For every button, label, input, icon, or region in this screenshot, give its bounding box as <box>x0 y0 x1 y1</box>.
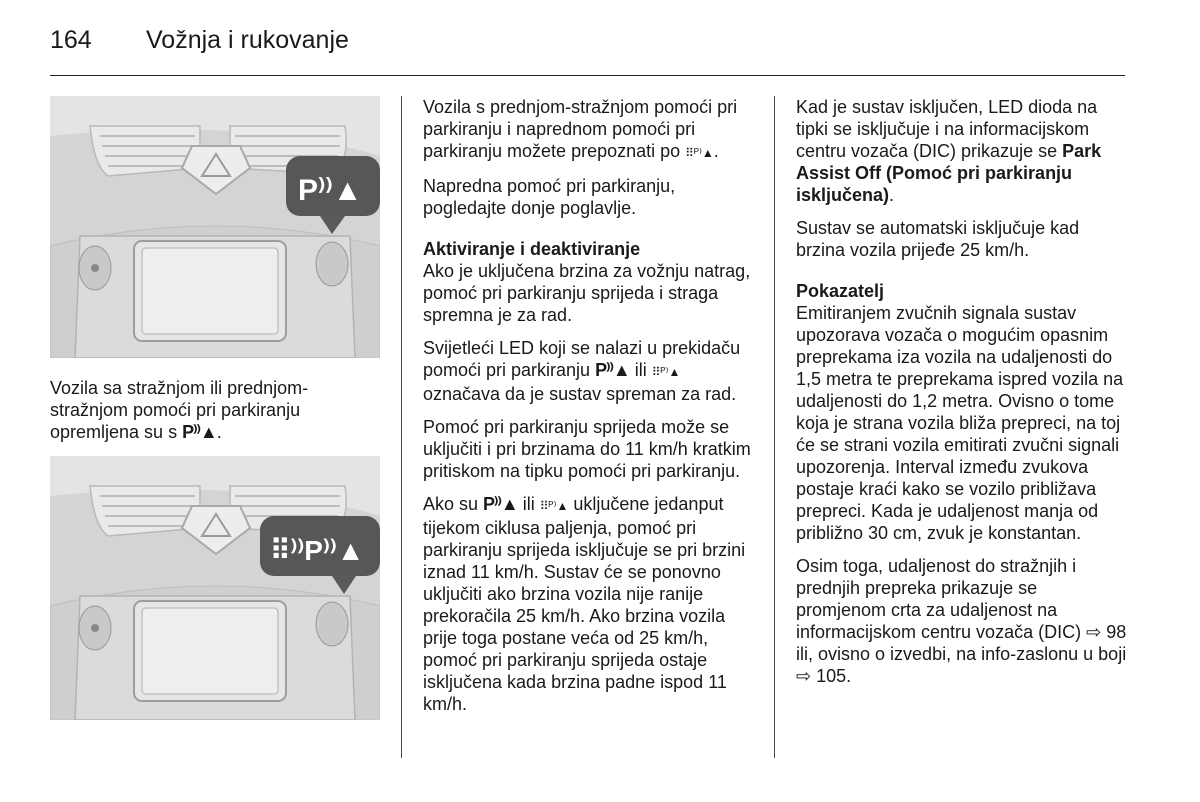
col2-p1-text: Vozila s prednjom-stražnjom pomoći pri parkiranju i naprednom pomoći pri parkiranju možete prepoznati po <box>423 97 738 161</box>
col2-p6b: ili <box>517 494 540 514</box>
col2-p6c: uključene jedanput tijekom ciklusa paljenja, pomoć pri parkiranju sprijeda isključuje se pri brzini iznad 11 km/h. Sustav će se ponovno uključiti ako brzina vozila nije ranije prekoračila 25 km/h. Ako brzina vozila prije toga postane veća od 25 km/h, pomoć pri parkiranju sprijeda ostaje isključena kada brzina padne ispod 11 km/h. <box>423 494 746 714</box>
col3-p4a: Osim toga, udaljenost do stražnjih i prednjih prepreka prikazuje se promjenom crta za udaljenost na informacijskom centru vozača (DIC) <box>796 556 1087 642</box>
fig2-callout-label: ⠿⁾⁾P⁾⁾▲ <box>270 535 365 566</box>
heading-indicator: Pokazatelj <box>796 281 885 301</box>
column-divider-1 <box>401 96 402 758</box>
col2-paragraph-4 <box>423 337 755 405</box>
park-rear-icon: P⁾⁾▲ <box>483 494 518 514</box>
col3-p1a: Kad je sustav isključen, LED dioda na tipki se isključuje i na informacijskom centru vozača (DIC) prikazuje se <box>796 97 1098 161</box>
arrow-right-icon: ⇨ <box>1086 622 1102 642</box>
park-front-icon: ⠿ᴾ⁾▲ <box>539 499 569 513</box>
caption-text: Vozila sa stražnjom ili prednjom-stražnjom pomoći pri parkiranju opremljena su s <box>50 378 309 442</box>
park-front-icon: ⠿ᴾ⁾▲ <box>651 365 681 379</box>
figure-dashboard-front-rear-park-button <box>50 456 380 720</box>
column-2 <box>423 96 755 726</box>
page-title: Vožnja i rukovanje <box>146 26 349 54</box>
dashboard-illustration-2 <box>50 456 380 720</box>
col3-p4b: ili, ovisno o izvedbi, na info-zaslonu u boji <box>796 644 1127 664</box>
col3-p1-end: . <box>889 185 895 205</box>
col2-p4c: označava da je sustav spreman za rad. <box>423 384 737 404</box>
page-ref-105[interactable]: 105 <box>816 666 847 686</box>
col2-p4a: Svijetleći LED koji se nalazi u prekidaču pomoći pri parkiranju <box>423 338 741 380</box>
page-ref-98[interactable]: 98 <box>1106 622 1127 642</box>
park-front-icon: ⠿ᴾ⁾▲ <box>685 146 714 160</box>
col3-paragraph-4 <box>796 555 1130 687</box>
fig1-callout-label: P⁾⁾▲ <box>298 174 363 207</box>
column-divider-2 <box>774 96 775 758</box>
figure-dashboard-rear-park-button <box>50 96 380 358</box>
col2-paragraph-5: Pomoć pri parkiranju sprijeda može se uključiti i pri brzinama do 11 km/h kratkim pritiskom na tipku pomoći pri parkiranju. <box>423 417 751 481</box>
column-3 <box>796 96 1130 698</box>
col2-p6a: Ako su <box>423 494 484 514</box>
park-rear-icon: P⁾⁾▲ <box>182 422 217 442</box>
col1-caption: Vozila sa stražnjom ili prednjom-stražnjom pomoći pri parkiranju opremljena su s P⁾⁾▲. <box>50 378 309 442</box>
col2-p4b: ili <box>629 360 652 380</box>
dashboard-illustration <box>50 96 380 358</box>
col2-paragraph-6 <box>423 493 755 715</box>
park-assist-off-message: Park Assist Off (Pomoć pri parkiranju isključena) <box>796 141 1102 205</box>
col2-paragraph-1: Vozila s prednjom-stražnjom pomoći pri parkiranju i naprednom pomoći pri parkiranju možete prepoznati po ⠿ᴾ⁾▲. <box>423 97 738 161</box>
col3-paragraph-3: Emitiranjem zvučnih signala sustav upozorava vozača o mogućim opasnim preprekama iza vozila na udaljenosti do 1,5 metra te preprekama ispred vozila na udaljenosti do 1,2 metra. Ovisno o tome koja je strana vozila bliža prepreci, na toj će se strani vozila emitirati zvučni signali upozorenja. Interval između zvukova postaje kraći kako se vozilo približava prepreci. Kada je udaljenost manja od približno 30 cm, zvuk je konstantan. <box>796 303 1124 543</box>
col3-paragraph-1 <box>796 96 1130 206</box>
col3-p4c: . <box>846 666 852 686</box>
park-rear-icon: P⁾⁾▲ <box>595 360 630 380</box>
arrow-right-icon: ⇨ <box>796 666 812 686</box>
col2-paragraph-3: Ako je uključena brzina za vožnju natrag, pomoć pri parkiranju sprijeda i straga spremna je za rad. <box>423 261 751 325</box>
heading-activation: Aktiviranje i deaktiviranje <box>423 239 641 259</box>
col3-paragraph-2: Sustav se automatski isključuje kad brzina vozila prijeđe 25 km/h. <box>796 218 1080 260</box>
col2-paragraph-2: Napredna pomoć pri parkiranju, pogledajte donje poglavlje. <box>423 176 676 218</box>
header-rule <box>50 75 1125 76</box>
page-number: 164 <box>50 26 92 54</box>
